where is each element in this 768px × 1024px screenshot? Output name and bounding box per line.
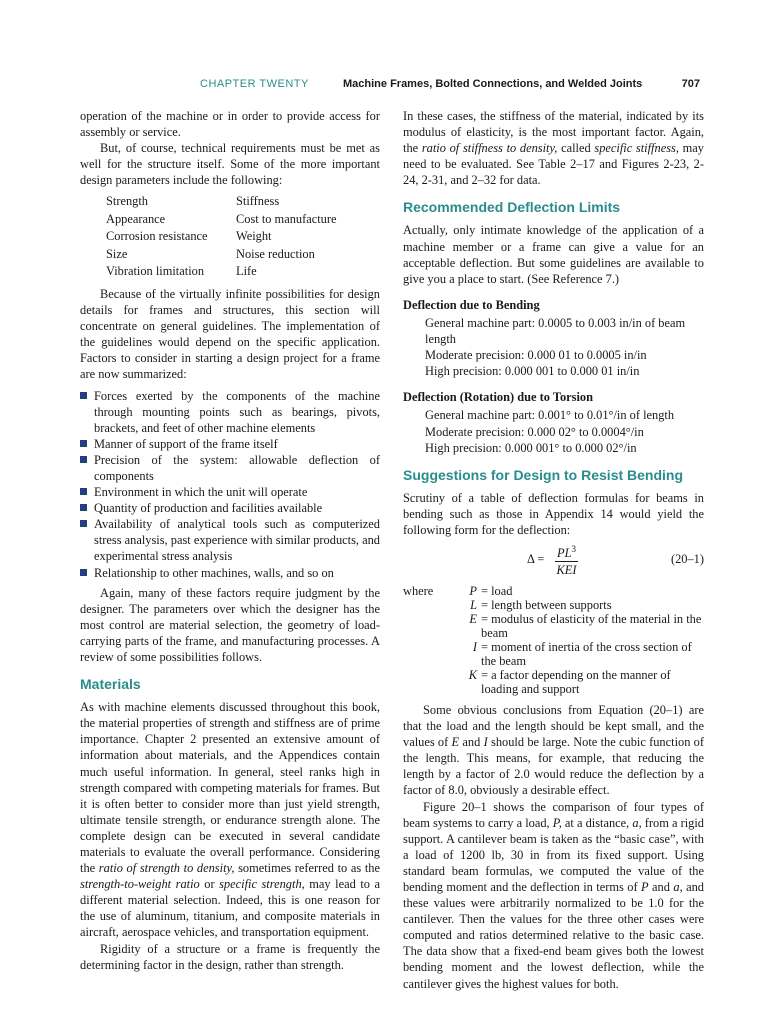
where-label: where [403,583,434,598]
var-symbol: P [469,583,477,598]
paragraph: Rigidity of a structure or a frame is frequently the determining factor in the design, rather than strength. [80,941,380,972]
chapter-title: Machine Frames, Bolted Connections, and Welded Joints [343,78,643,90]
paragraph: Scrutiny of a table of deflection formulas for beams in bending such as those in Appendix 14 would yield the following form for the deflection: [403,490,704,537]
paragraph: Figure 20–1 shows the comparison of four types of beam systems to carry a load, P, at a distance, a, from a rigid support. A cantilever beam is taken as the “basic case”, with a load of 1200 lb, 30 in from its fixed support. Using standard beam formulas, we computed the value of the bending moment and the deflection in terms of P and a, and these values were arbitrarily normalized to be 1.0 for the cantilever. Then the values for the three other cases were computed and ratios determined relative to the basic case. The data show that a fixed-end beam gives both the lowest bending moment and the lowest deflection, while the cantilever gives the highest values for both. [403,799,704,991]
left-column [80,108,380,973]
paragraph: Because of the virtually infinite possibilities for design details for frames and structures, this section will concentrate on general guidelines. The implementation of the guidelines would depend on the specific application. Factors to consider in starting a design project for a frame are now summarized: [80,286,380,382]
equation-exponent: 3 [571,543,576,554]
bending-limit: High precision: 0.000 001 to 0.000 01 in/in [425,364,640,379]
bullet-square-icon [80,520,87,527]
var-description: = modulus of elasticity of the material in the beam [481,611,702,640]
parameter: Vibration limitation [106,264,205,279]
bullet-square-icon [80,569,87,576]
page-number: 707 [681,78,700,90]
bullet-square-icon [80,504,87,511]
parameter: Life [236,264,257,279]
paragraph: Again, many of these factors require judgment by the designer. The parameters over which the designer has the most control are material selection, the geometry of load-carrying parts of the frame, and manufacturing processes. A review of some possibilities follows. [80,585,380,665]
paragraph: operation of the machine or in order to provide access for assembly or service. [80,109,380,140]
var-description: = load [481,583,513,598]
paragraph: Some obvious conclusions from Equation (20–1) are that the load and the length should be kept small, and the values of E and I should be large. Note the cubic function of the length. This means, for example, that reducing the length by a factor of 2.0 would reduce the deflection by a factor of 8.0, obviously a desirable effect. [403,702,705,798]
paragraph: In these cases, the stiffness of the material, indicated by its modulus of elasticity, is the most important factor. Again, the ratio of stiffness to density, called specific stiffness, may need to be evaluated. See Table 2–17 and Figures 2-23, 2-24, 2-31, and 2–32 for data. [403,109,704,188]
var-symbol: I [472,639,477,654]
heading-suggestions: Suggestions for Design to Resist Bending [403,466,684,483]
heading-materials: Materials [80,676,141,693]
parameter: Strength [106,194,148,209]
bullet-square-icon [80,392,87,399]
subheading-bending: Deflection due to Bending [403,297,540,312]
heading-deflection-limits: Recommended Deflection Limits [403,199,621,216]
equation-lhs: Δ = [527,551,545,566]
var-symbol: E [469,611,477,626]
bullet-square-icon [80,440,87,447]
paragraph: But, of course, technical requirements must be met as well for the structure itself. Some of the more important design parameters include the following: [80,141,380,188]
list-item: Environment in which the unit will operate [80,484,380,500]
bullet-square-icon [80,488,87,495]
chapter-label: CHAPTER TWENTY [200,78,309,90]
parameter: Noise reduction [236,246,315,261]
parameter: Weight [236,229,272,244]
var-symbol: K [468,667,477,682]
list-item: Precision of the system: allowable deflection of components [80,452,380,484]
torsion-limit: High precision: 0.000 001° to 0.000 02°/in [425,440,637,455]
torsion-limit: Moderate precision: 0.000 02° to 0.0004°/in [425,424,644,439]
parameter: Size [106,246,128,261]
list-item: Manner of support of the frame itself [80,436,380,452]
variable-definitions [403,584,704,696]
torsion-limit: General machine part: 0.001° to 0.01°/in of length [425,408,675,423]
list-item: Availability of analytical tools such as computerized stress analysis, past experience with similar products, and experimental stress analysis [80,516,380,564]
right-column [403,108,704,992]
parameter: Appearance [106,211,166,226]
var-description: = a factor depending on the manner of loading and support [481,667,671,696]
list-item: Quantity of production and facilities available [80,500,380,516]
subheading-torsion: Deflection (Rotation) due to Torsion [403,390,593,405]
factor-list [80,388,380,581]
paragraph: Actually, only intimate knowledge of the application of a machine member or a frame can give a value for an acceptable deflection. But some guidelines are available to give you a place to start. (See Reference 7.) [403,223,704,286]
var-description: = length between supports [481,597,612,612]
var-description: = moment of inertia of the cross section of the beam [481,639,692,668]
list-item: Forces exerted by the components of the machine through mounting points such as bearings, pivots, brackets, and feet of other machine elements [80,388,380,436]
var-symbol: L [470,597,477,612]
parameter: Cost to manufacture [236,211,337,226]
equation-denominator: KEI [556,563,577,578]
bullet-square-icon [80,456,87,463]
paragraph: As with machine elements discussed throughout this book, the material properties of strength and stiffness are of prime importance. Chapter 2 presented an extensive amount of information about materials, and the Appendices contain much useful information. In general, steel ranks high in strength compared with competing materials for frames. But it is often better to consider more than just yield strength, ultimate tensile strength, or endurance strength alone. The complete design can be executed in several candidate materials to evaluate the overall performance. Considering the ratio of strength to density, sometimes referred to as the strength-to-weight ratio or specific strength, may lead to a different material selection. Indeed, this is one reason for the use of aluminum, titanium, and composite materials in aircraft, aerospace vehicles, and transportation equipment. [80,700,380,940]
equation-number: (20–1) [670,551,704,566]
equation-numerator: PL [557,546,572,561]
design-parameter-list [106,193,380,281]
list-item: Relationship to other machines, walls, and so on [80,565,380,581]
bending-limit: General machine part: 0.0005 to 0.003 in/in of beam length [425,315,686,347]
parameter: Stiffness [236,194,280,209]
equation-20-1 [403,541,704,579]
parameter: Corrosion resistance [106,229,208,244]
bending-limit: Moderate precision: 0.000 01 to 0.0005 in/in [425,348,647,363]
equation-fraction [555,541,578,578]
running-header [200,78,700,96]
